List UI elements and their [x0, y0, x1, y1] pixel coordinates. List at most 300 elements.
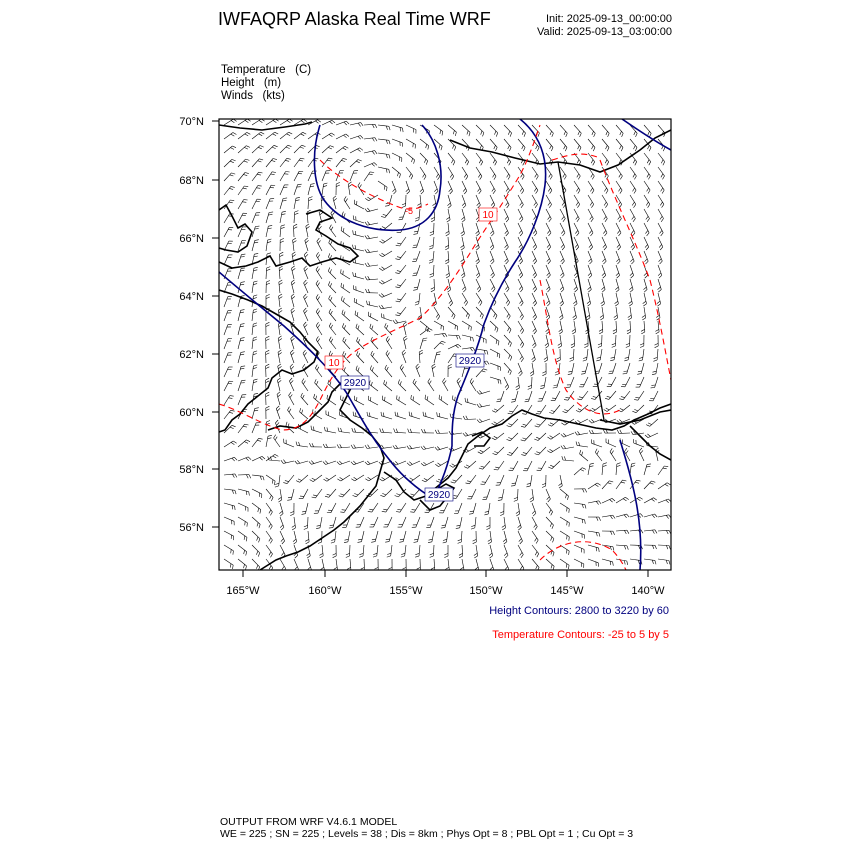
wind-barb-flag	[508, 369, 510, 373]
wind-barb-flag	[305, 539, 309, 541]
wind-barb-flag	[498, 380, 499, 384]
wind-barb	[368, 400, 378, 405]
wind-barb-flag	[371, 337, 373, 341]
wind-barb	[294, 185, 298, 195]
wind-barb	[252, 531, 260, 539]
wind-barb-flag	[490, 567, 493, 570]
wind-barb-flag	[343, 397, 344, 401]
lat-label: 62°N	[179, 349, 204, 361]
wind-barb	[425, 475, 434, 482]
wind-barb-flag	[599, 329, 603, 331]
wind-barb	[308, 198, 309, 209]
wind-barb-flag	[266, 283, 270, 285]
wind-barb-flag	[661, 233, 664, 236]
wind-barb	[287, 475, 294, 484]
wind-barb-flag	[585, 489, 587, 493]
wind-barb	[224, 325, 228, 335]
wind-barb-flag	[330, 255, 331, 259]
wind-barb-flag	[563, 411, 567, 412]
wind-barb	[658, 545, 669, 546]
wind-barb	[546, 251, 551, 261]
wind-barb	[266, 545, 273, 554]
wind-barb-flag	[615, 304, 618, 306]
wind-barb-flag	[428, 146, 429, 150]
wind-barb-flag	[458, 344, 461, 347]
wind-barb-flag	[574, 287, 577, 290]
wind-barb	[417, 237, 421, 247]
wind-barb-flag	[379, 268, 382, 270]
wind-barb-flag	[266, 395, 270, 397]
wind-barb	[658, 153, 665, 162]
wind-barb-flag	[292, 268, 295, 270]
wind-barb	[462, 153, 469, 162]
wind-barb	[383, 237, 392, 243]
wind-barb-flag	[337, 445, 339, 449]
wind-barb	[252, 199, 257, 209]
wind-barb-flag	[563, 433, 566, 436]
wind-barb-flag	[429, 262, 433, 263]
wind-barb	[280, 226, 281, 237]
wind-barb-flag	[612, 498, 615, 501]
wind-barb-flag	[533, 315, 536, 318]
wind-barb-flag	[241, 324, 245, 325]
wind-barb-flag	[396, 512, 400, 513]
wind-barb	[383, 251, 392, 257]
wind-barb-flag	[343, 351, 345, 355]
wind-barb	[532, 321, 537, 331]
wind-barb	[238, 559, 247, 566]
wind-barb-flag	[473, 539, 477, 541]
wind-barb-flag	[578, 431, 580, 434]
wind-barb-flag	[348, 182, 351, 184]
wind-barb-flag	[231, 549, 232, 553]
wind-barb	[462, 307, 470, 315]
wind-barb	[636, 405, 644, 413]
wind-barb-flag	[561, 275, 564, 278]
wind-barb-flag	[535, 426, 539, 427]
wind-barb-flag	[358, 368, 359, 372]
wind-barb-flag	[505, 385, 508, 388]
wind-barb	[224, 186, 231, 195]
wind-barb	[279, 268, 280, 279]
wind-barb-flag	[344, 312, 345, 316]
wind-barb	[313, 475, 322, 482]
wind-barb-flag	[476, 217, 479, 220]
wind-barb-flag	[365, 222, 367, 225]
wind-barb-flag	[666, 560, 667, 564]
wind-barb-flag	[436, 354, 440, 355]
wind-barb-flag	[550, 465, 554, 467]
wind-barb-flag	[246, 146, 250, 148]
wind-barb	[560, 559, 569, 565]
wind-barb-flag	[304, 352, 307, 355]
wind-barb-flag	[550, 436, 553, 438]
wind-barb	[476, 279, 481, 289]
wind-barb	[588, 181, 594, 190]
wind-barb-flag	[604, 202, 606, 205]
wind-barb	[504, 307, 510, 316]
wind-barb	[615, 335, 616, 346]
wind-barb-flag	[397, 172, 398, 176]
wind-barb-flag	[290, 395, 292, 398]
wind-barb-flag	[304, 525, 308, 527]
wind-barb-flag	[477, 391, 480, 394]
wind-barb	[322, 120, 332, 125]
wind-barb-flag	[666, 500, 669, 503]
wind-barb	[518, 237, 523, 247]
wind-barb	[602, 139, 609, 148]
wind-barb-flag	[578, 409, 582, 411]
wind-barb-flag	[624, 371, 628, 372]
wind-barb-flag	[619, 399, 623, 400]
wind-barb-flag	[662, 204, 664, 207]
wind-barb-flag	[641, 514, 644, 517]
wind-barb-flag	[311, 426, 312, 430]
wind-barb	[252, 268, 254, 279]
wind-barb-flag	[520, 289, 523, 292]
wind-barb-flag	[339, 461, 342, 464]
wind-barb-flag	[230, 396, 234, 397]
wind-barb	[370, 328, 378, 335]
wind-barb-flag	[599, 548, 600, 552]
wind-barb-flag	[319, 226, 322, 229]
wind-barb-flag	[463, 433, 466, 436]
wind-barb	[627, 363, 630, 374]
wind-barb-flag	[450, 191, 453, 194]
wind-barb-flag	[269, 212, 273, 213]
wind-barb-flag	[590, 247, 593, 250]
wind-barb	[572, 363, 574, 374]
wind-barb-flag	[533, 245, 536, 248]
wind-barb-flag	[244, 186, 248, 187]
wind-barb-flag	[349, 185, 352, 187]
wind-barb	[238, 395, 242, 405]
wind-barb-flag	[512, 483, 516, 484]
wind-barb-flag	[273, 456, 277, 458]
wind-barb	[402, 517, 406, 527]
wind-barb	[238, 352, 241, 363]
wind-barb-flag	[453, 145, 454, 149]
lat-label: 58°N	[179, 464, 204, 476]
wind-barb-flag	[340, 494, 344, 495]
wind-barb-flag	[371, 351, 373, 355]
wind-barb-flag	[292, 266, 295, 268]
wind-barb-flag	[388, 339, 390, 342]
wind-barb	[448, 167, 454, 176]
wind-barb-flag	[663, 176, 665, 180]
wind-barb	[560, 531, 569, 537]
wind-barb-flag	[522, 414, 526, 415]
wind-barb-flag	[490, 231, 493, 234]
wind-barb-flag	[603, 275, 606, 278]
wind-barb-flag	[437, 352, 441, 353]
wind-barb-flag	[279, 500, 282, 502]
wind-barb	[434, 341, 442, 349]
wind-barb-flag	[269, 538, 271, 541]
wind-barb	[266, 159, 273, 168]
wind-barb-flag	[346, 121, 349, 124]
wind-barb	[224, 367, 229, 377]
wind-barb-flag	[636, 133, 638, 137]
wind-barb	[658, 321, 659, 332]
wind-barb-flag	[314, 394, 315, 398]
wind-barb-flag	[465, 398, 466, 402]
wind-barb-flag	[651, 499, 654, 501]
wind-barb-flag	[446, 567, 450, 569]
wind-barb-flag	[258, 553, 259, 557]
wind-barb	[532, 545, 539, 554]
wind-barb-flag	[458, 542, 462, 543]
wind-barb-flag	[571, 343, 575, 345]
wind-barb-flag	[341, 227, 342, 231]
wind-barb	[525, 433, 533, 441]
wind-barb-flag	[610, 531, 612, 535]
wind-barb	[224, 173, 231, 181]
wind-barb	[532, 279, 537, 289]
wind-barb-flag	[423, 462, 426, 465]
wind-barb	[490, 125, 498, 133]
wind-barb-flag	[395, 320, 397, 323]
wind-barb-flag	[423, 341, 427, 342]
wind-barb	[315, 383, 322, 391]
wind-barb-flag	[415, 553, 419, 554]
wind-barb-flag	[547, 287, 550, 290]
wind-barb	[630, 237, 635, 247]
wind-barb	[504, 335, 512, 343]
wind-barb-flag	[587, 301, 590, 304]
wind-barb-flag	[442, 341, 446, 342]
wind-barb-flag	[478, 205, 481, 208]
wind-barb-flag	[282, 566, 284, 569]
wind-barb-flag	[304, 280, 307, 283]
wind-barb	[305, 503, 308, 514]
wind-barb	[238, 424, 245, 433]
wind-barb-flag	[331, 542, 335, 543]
wind-barb	[354, 204, 364, 209]
wind-barb-flag	[235, 506, 236, 510]
wind-barb-flag	[431, 290, 435, 292]
wind-barb	[574, 517, 585, 520]
wind-barb-flag	[536, 540, 538, 543]
wind-barb-flag	[549, 413, 553, 414]
wind-barb-flag	[292, 296, 295, 299]
wind-barb	[538, 447, 546, 455]
wind-barb-flag	[300, 408, 301, 412]
wind-barb-flag	[534, 275, 537, 278]
wind-barb-flag	[443, 378, 445, 381]
wind-barb-flag	[274, 435, 276, 438]
wind-barb	[430, 517, 434, 527]
wind-barb-flag	[231, 121, 234, 123]
wind-barb	[339, 447, 350, 448]
wind-barb	[392, 167, 401, 174]
wind-barb-flag	[483, 369, 487, 370]
wind-barb	[448, 251, 449, 262]
wind-barb-flag	[282, 541, 285, 544]
wind-barb-flag	[478, 174, 480, 177]
wind-barb	[574, 531, 584, 535]
wind-barb	[367, 279, 378, 280]
wind-barb	[443, 382, 449, 392]
wind-barb	[490, 153, 497, 162]
wind-barb	[303, 353, 308, 363]
wind-barb-flag	[647, 233, 650, 236]
height-contour-label: 2920	[458, 356, 482, 367]
wind-barb-flag	[452, 176, 454, 179]
wind-barb-flag	[320, 212, 323, 215]
wind-barb-flag	[341, 269, 342, 273]
wind-barb-flag	[643, 301, 646, 303]
wind-barb	[362, 531, 365, 542]
wind-barb-flag	[625, 497, 628, 499]
wind-barb-flag	[341, 160, 345, 161]
wind-barb-flag	[346, 553, 350, 555]
wind-barb-flag	[406, 189, 409, 192]
wind-barb-flag	[402, 203, 406, 205]
wind-barb-flag	[256, 551, 258, 555]
wind-barb	[428, 382, 434, 391]
wind-barb-flag	[382, 445, 384, 448]
wind-barb-flag	[663, 468, 667, 469]
wind-barb	[511, 447, 518, 456]
wind-barb-flag	[369, 413, 370, 417]
wind-barb	[224, 503, 235, 506]
wind-barb	[581, 391, 588, 400]
wind-barb-flag	[560, 273, 563, 276]
wind-barb-flag	[287, 134, 291, 136]
wind-barb-flag	[658, 273, 661, 276]
wind-barb-flag	[359, 185, 361, 188]
wind-barb-flag	[563, 219, 565, 222]
wind-barb-flag	[445, 259, 449, 261]
model-config-line: WE = 225 ; SN = 225 ; Levels = 38 ; Dis = 8km ; Phys Opt = 8 ; PBL Opt = 1 ; Cu Opt = 3	[220, 828, 634, 840]
wind-barb	[316, 270, 322, 279]
wind-barb-flag	[240, 312, 244, 313]
wind-barb-flag	[536, 190, 538, 193]
wind-barb	[544, 377, 546, 388]
wind-barb	[416, 251, 420, 261]
wind-barb-flag	[603, 231, 606, 234]
wind-barb-flag	[624, 546, 625, 550]
wind-barb-flag	[245, 173, 249, 174]
wind-barb-flag	[626, 343, 630, 345]
wind-barb-flag	[533, 273, 536, 276]
wind-barb-flag	[344, 135, 347, 138]
wind-barb	[238, 440, 246, 447]
wind-barb	[339, 432, 350, 434]
wind-barb-flag	[600, 318, 603, 320]
wind-barb	[392, 153, 402, 158]
wind-barb-flag	[551, 512, 553, 516]
wind-barb-flag	[289, 378, 292, 381]
wind-barb-flag	[241, 338, 245, 339]
wind-barb	[369, 384, 378, 391]
wind-barb-flag	[361, 123, 363, 126]
wind-barb-flag	[599, 533, 600, 537]
wind-barb	[384, 384, 392, 391]
wind-barb	[316, 284, 322, 293]
wind-barb-flag	[631, 466, 635, 467]
wind-barb	[322, 133, 331, 139]
wind-barb-flag	[619, 188, 621, 191]
wind-barb-flag	[415, 304, 419, 305]
wind-barb	[476, 125, 484, 133]
wind-barb-flag	[415, 556, 419, 557]
wind-barb-flag	[285, 160, 289, 161]
wind-barb	[328, 271, 336, 279]
wind-barb-flag	[521, 455, 525, 456]
wind-barb-flag	[231, 134, 235, 136]
wind-barb-flag	[330, 146, 334, 148]
wind-barb-flag	[253, 323, 257, 324]
wind-barb-flag	[631, 245, 634, 248]
wind-barb	[614, 349, 616, 360]
wind-barb-flag	[330, 121, 333, 124]
wind-barb-flag	[453, 480, 457, 481]
wind-barb-flag	[477, 262, 480, 265]
wind-barb-flag	[509, 162, 511, 166]
wind-barb-flag	[429, 381, 431, 384]
wind-barb-flag	[339, 496, 343, 497]
wind-barb-flag	[592, 146, 594, 150]
wind-barb-flag	[610, 546, 611, 550]
wind-barb-flag	[536, 413, 540, 414]
wind-barb-flag	[615, 301, 618, 303]
wind-barb-flag	[241, 310, 245, 311]
wind-barb	[630, 167, 636, 176]
wind-barb	[363, 545, 364, 556]
wind-barb-flag	[564, 445, 566, 448]
wind-barb-flag	[642, 315, 645, 317]
wind-barb	[266, 132, 275, 139]
wind-barb-flag	[272, 172, 276, 173]
wind-barb-flag	[382, 227, 386, 229]
wind-barb-flag	[548, 247, 551, 250]
wind-barb-flag	[295, 555, 298, 558]
wind-barb	[588, 209, 593, 219]
wind-barb-flag	[268, 438, 272, 439]
wind-barb-flag	[327, 395, 328, 399]
wind-barb	[224, 410, 231, 419]
wind-barb	[224, 353, 228, 363]
wind-barb-flag	[232, 159, 236, 161]
wind-barb-flag	[365, 249, 367, 252]
wind-barb	[542, 391, 546, 401]
wind-barb-flag	[342, 310, 343, 314]
wind-barb	[364, 124, 375, 125]
wind-barb-flag	[549, 219, 552, 222]
wind-barb-flag	[592, 131, 594, 135]
wind-barb	[546, 209, 551, 219]
wind-barb-flag	[548, 467, 552, 469]
wind-barb	[298, 428, 308, 433]
wind-barb-flag	[372, 164, 375, 167]
wind-barb-flag	[520, 566, 522, 569]
wind-barb-flag	[375, 138, 377, 141]
wind-barb-flag	[561, 259, 564, 262]
wind-barb-flag	[301, 393, 303, 397]
wind-barb-flag	[619, 174, 621, 178]
wind-barb-flag	[273, 159, 277, 160]
wind-barb-flag	[305, 310, 308, 313]
wind-barb	[602, 321, 603, 332]
wind-barb-flag	[397, 313, 401, 314]
wind-barb-flag	[506, 387, 509, 390]
wind-barb	[546, 503, 553, 512]
wind-barb	[613, 363, 617, 373]
wind-barb-flag	[436, 174, 438, 177]
wind-barb-flag	[414, 539, 418, 540]
